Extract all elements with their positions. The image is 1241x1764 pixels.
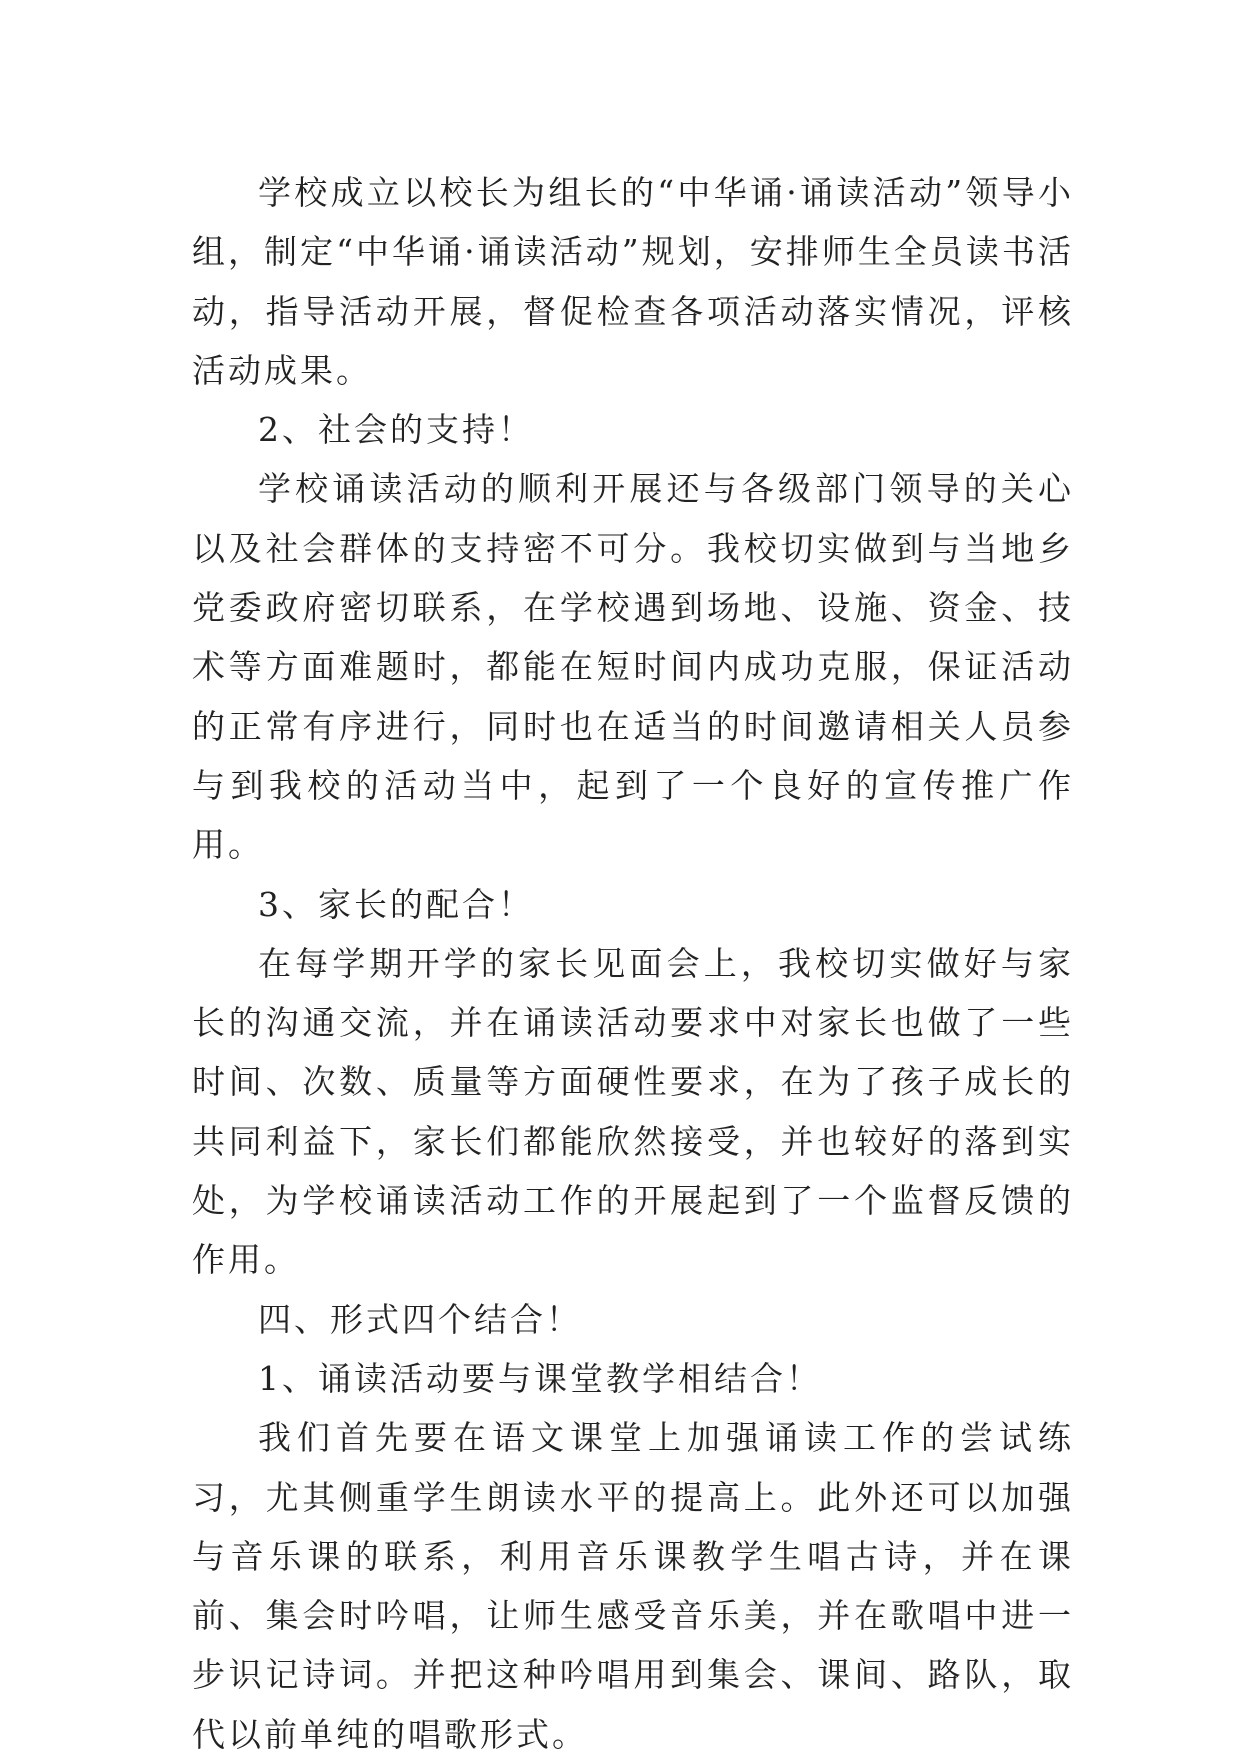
heading-parent-cooperation: 3、家长的配合！ (258, 884, 534, 924)
paragraph-classroom-combination: 我们首先要在语文课堂上加强诵读工作的尝试练习，尤其侧重学生朗读水平的提高上。此外还可以加强与音乐课的联系，利用音乐课教学生唱古诗，并在课前、集会时吟唱，让师生感受音乐美，并在歌唱中进一步识记诗词。并把这种吟唱用到集会、课间、路队，取代以前单纯的唱歌形式。 (192, 1418, 1074, 1754)
paragraph-parent-cooperation: 在每学期开学的家长见面会上，我校切实做好与家长的沟通交流，并在诵读活动要求中对家长也做了一些时间、次数、质量等方面硬性要求，在为了孩子成长的共同利益下，家长们都能欣然接受，并也较好的落到实处，为学校诵读活动工作的开展起到了一个监督反馈的作用。 (192, 943, 1074, 1280)
heading-social-support: 2、社会的支持！ (258, 410, 534, 450)
heading-classroom-combination: 1、诵读活动要与课堂教学相结合！ (258, 1358, 822, 1398)
paragraph-leadership-group: 学校成立以校长为组长的“中华诵·诵读活动”领导小组，制定“中华诵·诵读活动”规划，安排师生全员读书活动，指导活动开展，督促检查各项活动落实情况，评核活动成果。 (192, 173, 1074, 390)
paragraph-social-support: 学校诵读活动的顺利开展还与各级部门领导的关心以及社会群体的支持密不可分。我校切实做到与当地乡党委政府密切联系，在学校遇到场地、设施、资金、技术等方面难题时，都能在短时间内成功克服，保证活动的正常有序进行，同时也在适当的时间邀请相关人员参与到我校的活动当中，起到了一个良好的宣传推广作用。 (192, 469, 1074, 865)
heading-four-combinations: 四、形式四个结合！ (258, 1299, 582, 1339)
document-body (192, 163, 1074, 1764)
